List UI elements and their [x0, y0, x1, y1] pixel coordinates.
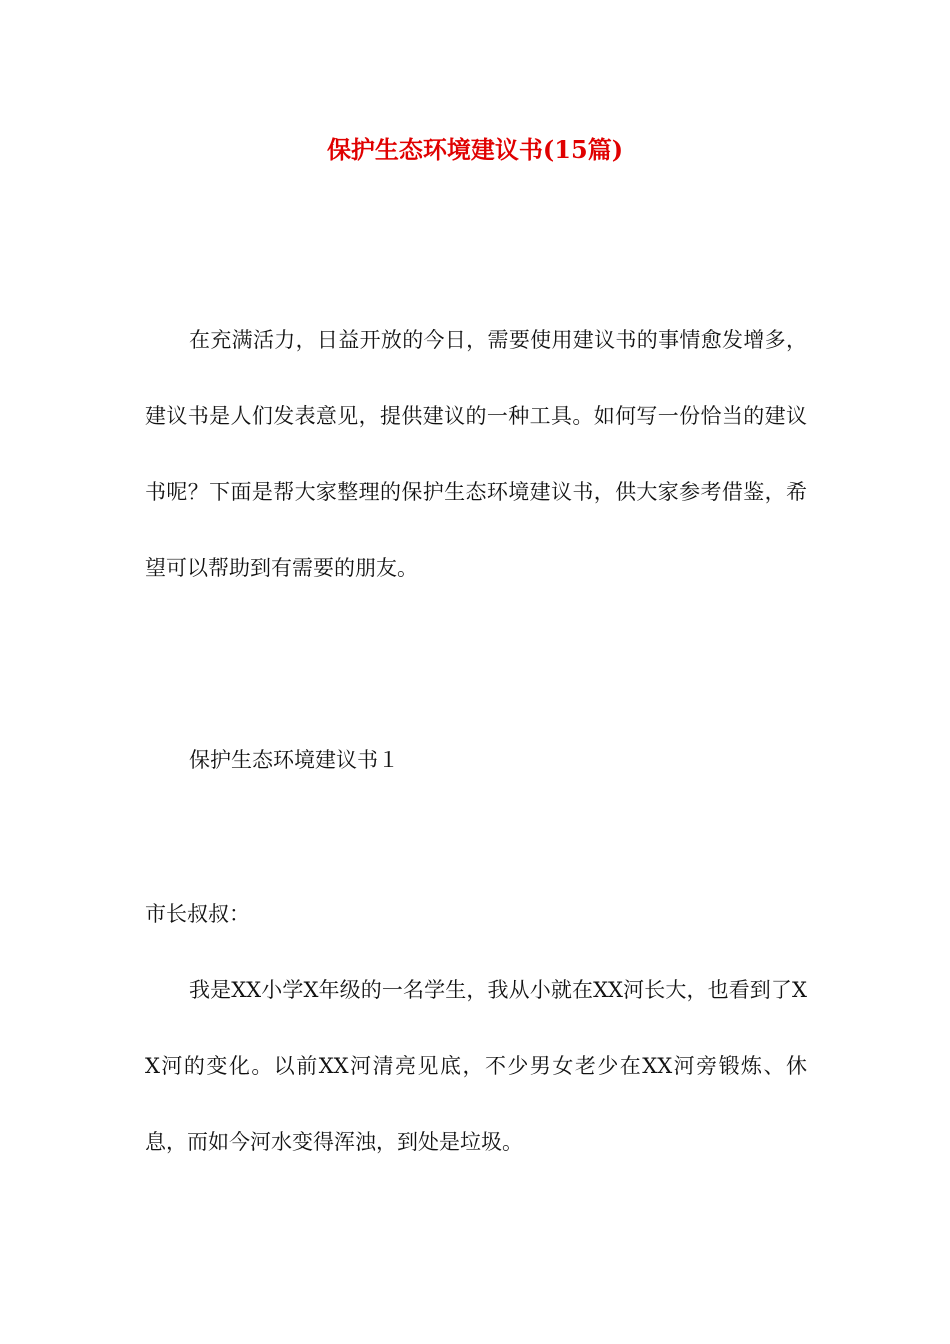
salutation: 市长叔叔： [145, 902, 250, 926]
intro-paragraph: 在充满活力，日益开放的今日，需要使用建议书的事情愈发增多，建议书是人们发表意见，提供建议的一种工具。如何写一份恰当的建议书呢？下面是帮大家整理的保护生态环境建议书，供大家参考借鉴，希望可以帮助到有需要的朋友。 [145, 328, 807, 580]
section-heading: 保护生态环境建议书１ [189, 748, 399, 772]
body-paragraph: 我是XX小学X年级的一名学生，我从小就在XX河长大，也看到了XX河的变化。以前XX河清亮见底，不少男女老少在XX河旁锻炼、休息，而如今河水变得浑浊，到处是垃圾。 [145, 978, 807, 1154]
document-title: 保护生态环境建议书(15篇) [326, 135, 624, 164]
